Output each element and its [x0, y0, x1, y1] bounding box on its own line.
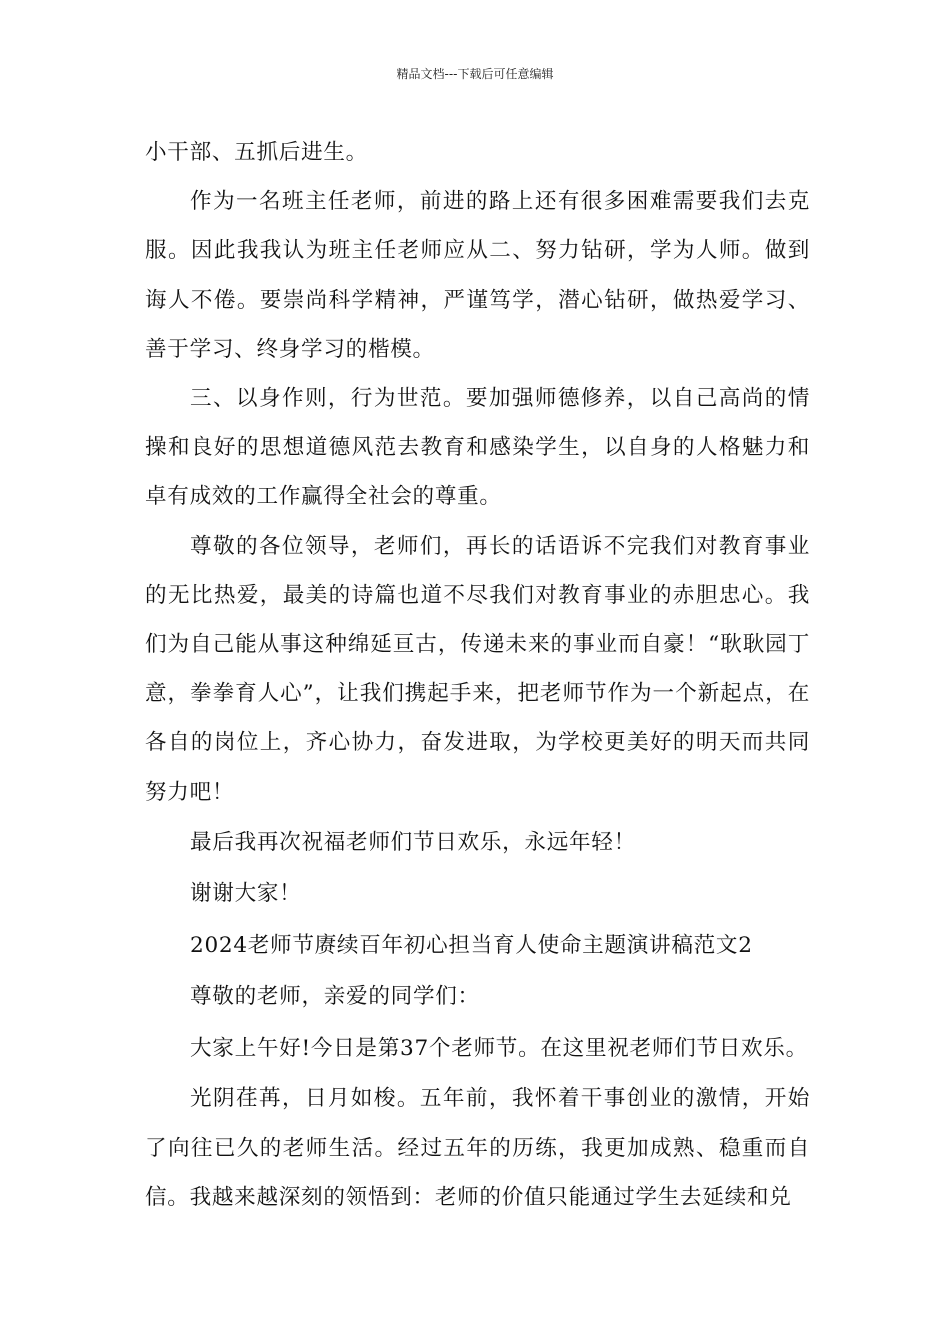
paragraph-1: 小干部、五抓后进生。	[145, 140, 368, 165]
paragraph-2: 作为一名班主任老师，前进的路上还有很多困难需要我们去克服。因此我我认为班主任老师应从二、努力钻研，学为人师。做到诲人不倦。要崇尚科学精神，严谨笃学，潜心钻研，做热爱学习、善于学习、终身学习的楷模。	[145, 189, 810, 362]
paragraph-8: 尊敬的老师，亲爱的同学们：	[190, 984, 480, 1010]
paragraph-10: 光阴荏苒，日月如梭。五年前，我怀着干事创业的激情，开始了向往已久的老师生活。经过五年的历练，我更加成熟、稳重而自信。我越来越深刻的领悟到：老师的价值只能通过学生去延续和兑	[145, 1086, 810, 1210]
page-header: 精品文档---下载后可任意编辑	[396, 67, 554, 81]
paragraph-4: 尊敬的各位领导，老师们，再长的话语诉不完我们对教育事业的无比热爱，最美的诗篇也道不尽我们对教育事业的赤胆忠心。我们为自己能从事这种绵延亘古，传递未来的事业而自豪！“耿耿园丁意，拳拳育人心”，让我们携起手来，把老师节作为一个新起点，在各自的岗位上，齐心协力，奋发进取，为学校更美好的明天而共同努力吧！	[145, 533, 810, 805]
document-body	[145, 128, 810, 1222]
paragraph-6: 谢谢大家！	[190, 881, 302, 907]
paragraph-7: 2024老师节赓续百年初心担当育人使命主题演讲稿范文2	[190, 932, 753, 958]
paragraph-5: 最后我再次祝福老师们节日欢乐，永远年轻！	[190, 829, 636, 855]
paragraph-9: 大家上午好!今日是第37个老师节。在这里祝老师们节日欢乐。	[190, 1035, 808, 1061]
paragraph-3: 三、以身作则，行为世范。要加强师德修养，以自己高尚的情操和良好的思想道德风范去教育和感染学生，以自身的人格魅力和卓有成效的工作赢得全社会的尊重。	[145, 386, 810, 510]
